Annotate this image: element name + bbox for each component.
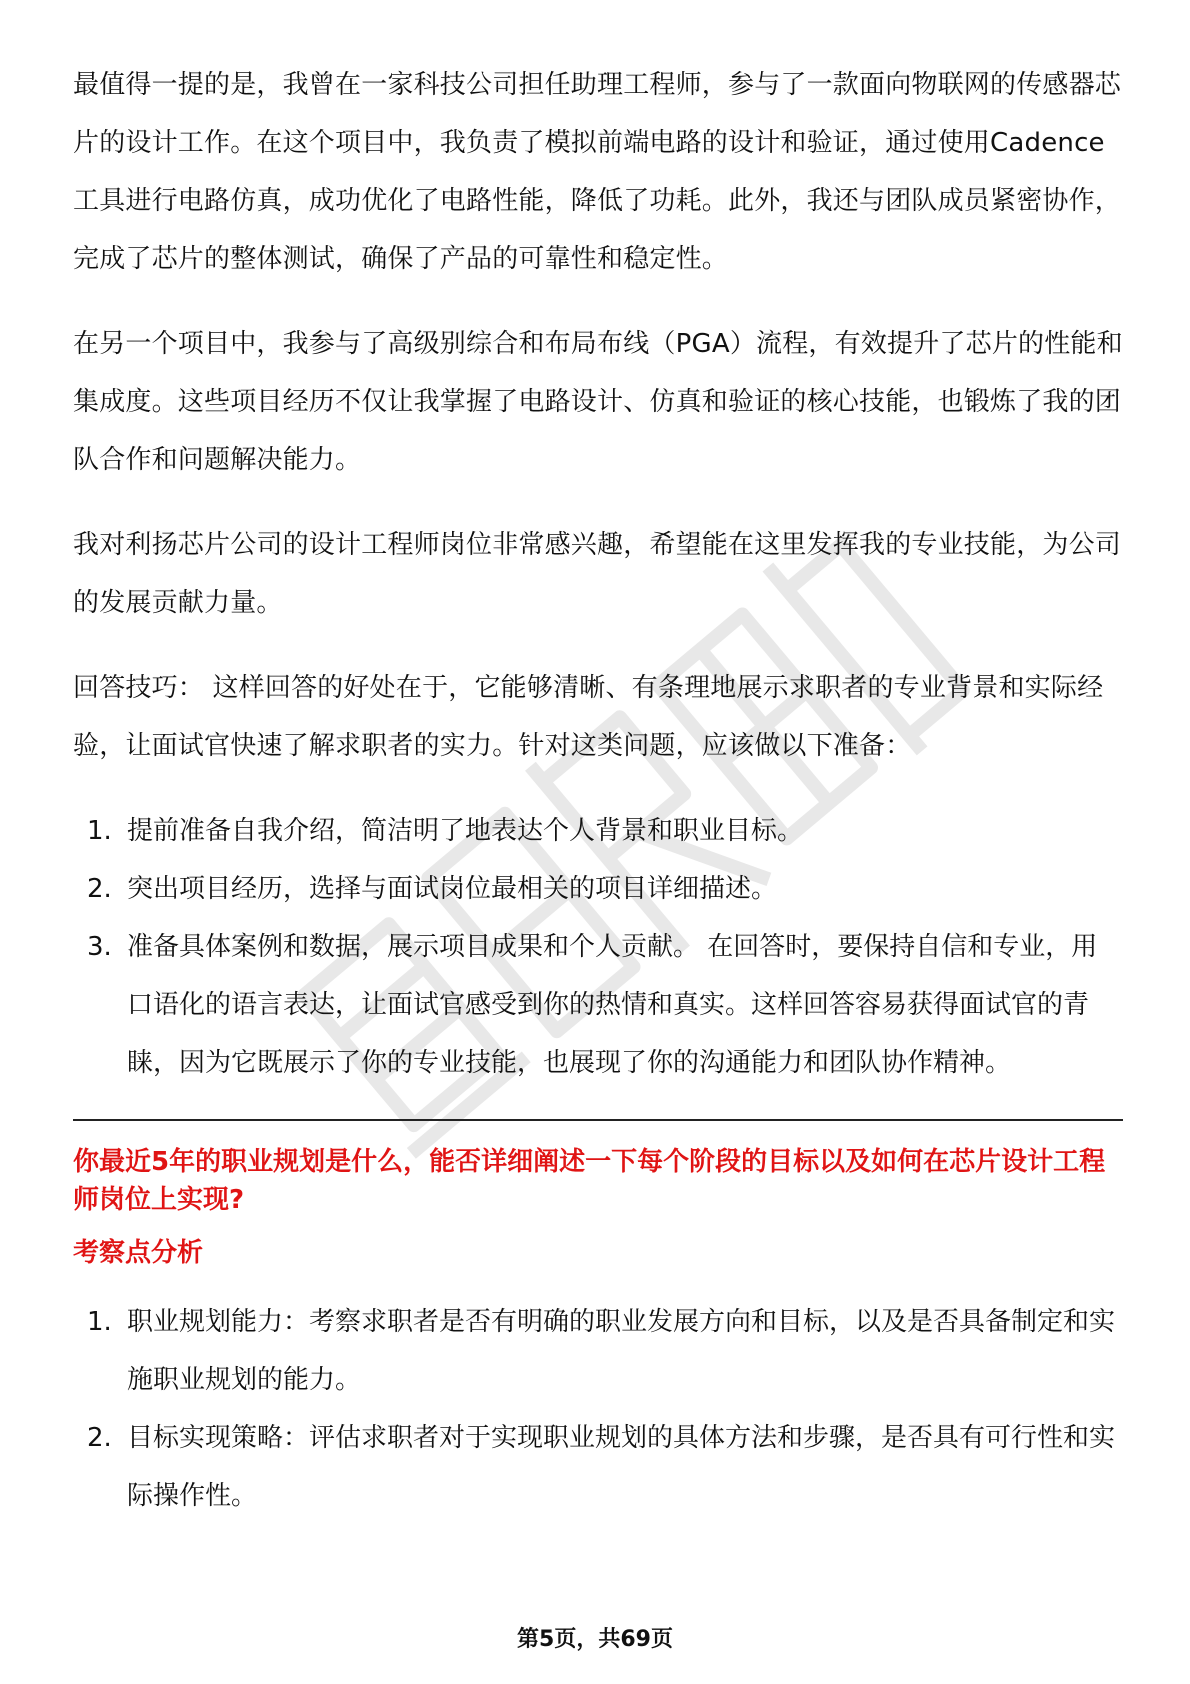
document-body (73, 56, 1123, 1552)
tips-list (73, 802, 1123, 1092)
paragraph-answer-tips: 回答技巧： 这样回答的好处在于，它能够清晰、有条理地展示求职者的专业背景和实际经验，让面试官快速了解求职者的实力。针对这类问题，应该做以下准备： (73, 673, 1104, 761)
list-item-number: 2. (87, 874, 112, 904)
paragraph-interest: 我对利扬芯片公司的设计工程师岗位非常感兴趣，希望能在这里发挥我的专业技能，为公司的发展贡献力量。 (73, 530, 1122, 618)
list-item-text: 提前准备自我介绍，简洁明了地表达个人背景和职业目标。 (127, 816, 804, 846)
list-item (73, 918, 1123, 1092)
interview-question-heading: 你最近5年的职业规划是什么，能否详细阐述一下每个阶段的目标以及如何在芯片设计工程师岗位上实现? (73, 1147, 1106, 1215)
list-item-text: 职业规划能力：考察求职者是否有明确的职业发展方向和目标，以及是否具备制定和实施职业规划的能力。 (127, 1307, 1116, 1395)
list-item (73, 860, 1123, 918)
page-number-footer: 第5页，共69页 (517, 1627, 673, 1652)
list-item-text: 目标实现策略：评估求职者对于实现职业规划的具体方法和步骤，是否具有可行性和实际操作性。 (127, 1423, 1116, 1511)
paragraph-project-experience: 最值得一提的是，我曾在一家科技公司担任助理工程师，参与了一款面向物联网的传感器芯片的设计工作。在这个项目中，我负责了模拟前端电路的设计和验证，通过使用Cadence工具进行电路仿真，成功优化了电路性能，降低了功耗。此外，我还与团队成员紧密协作，完成了芯片的整体测试，确保了产品的可靠性和稳定性。 (73, 70, 1122, 274)
analysis-list (73, 1293, 1123, 1525)
list-item-text: 突出项目经历，选择与面试岗位最相关的项目详细描述。 (127, 874, 778, 904)
analysis-heading: 考察点分析 (73, 1238, 204, 1268)
list-item-number: 1. (87, 1307, 112, 1337)
list-item (73, 1409, 1123, 1525)
list-item-number: 3. (87, 932, 112, 962)
section-divider (73, 1119, 1123, 1121)
list-item (73, 1293, 1123, 1409)
list-item (73, 802, 1123, 860)
list-item-text: 准备具体案例和数据，展示项目成果和个人贡献。 在回答时，要保持自信和专业，用口语化的语言表达，让面试官感受到你的热情和真实。这样回答容易获得面试官的青睐，因为它既展示了你的专业技能，也展现了你的沟通能力和团队协作精神。 (127, 932, 1098, 1078)
paragraph-second-project: 在另一个项目中，我参与了高级别综合和布局布线（PGA）流程，有效提升了芯片的性能和集成度。这些项目经历不仅让我掌握了电路设计、仿真和验证的核心技能，也锻炼了我的团队合作和问题解决能力。 (73, 329, 1123, 475)
list-item-number: 2. (87, 1423, 112, 1453)
list-item-number: 1. (87, 816, 112, 846)
